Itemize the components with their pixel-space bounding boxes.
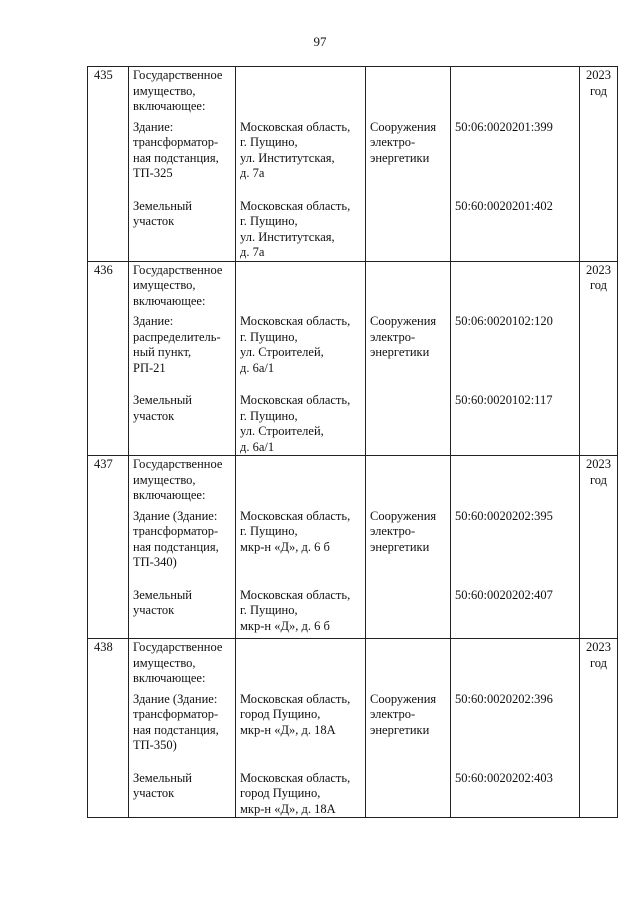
entry-year — [580, 456, 618, 639]
building-cadastral-number: 50:60:0020202:396 — [455, 691, 553, 706]
building-description-line: Здание (Здание: — [133, 508, 218, 523]
entry-address — [236, 67, 366, 262]
land-description — [133, 588, 232, 619]
building-address-line: ул. Институтская, — [240, 150, 335, 165]
year-line: 2023 — [586, 68, 611, 82]
purpose-line: Сооружения — [370, 314, 437, 328]
purpose-line: энергетики — [370, 345, 430, 359]
property-heading-line: имущество, — [133, 278, 196, 292]
building-cadastral-number: 50:06:0020201:399 — [455, 119, 553, 134]
land-address-line: ул. Институтская, — [240, 229, 335, 244]
property-heading-line: имущество, — [133, 472, 196, 487]
year-line: год — [589, 472, 608, 487]
entry-purpose — [366, 67, 451, 262]
purpose-text — [370, 692, 447, 739]
purpose-text — [370, 120, 447, 167]
building-description — [133, 692, 232, 754]
land-cadastral-number: 50:60:0020202:407 — [455, 587, 553, 602]
purpose-text — [370, 314, 447, 361]
land-address-line: г. Пущино, — [240, 214, 298, 228]
land-address-line: ул. Строителей, — [240, 424, 324, 438]
cadastral-spacer — [455, 640, 576, 692]
land-address-line: город Пущино, — [240, 786, 321, 800]
building-address-line: д. 6а/1 — [240, 360, 275, 375]
year-line: 2023 — [586, 262, 611, 277]
property-heading-line: имущество, — [133, 655, 196, 670]
land-description-line: участок — [133, 786, 175, 800]
entry-purpose — [366, 456, 451, 639]
property-heading-line: включающее: — [133, 671, 206, 685]
building-cadastral-number: 50:60:0020202:395 — [455, 508, 553, 523]
entry-number: 438 — [88, 639, 129, 818]
entry-description — [129, 639, 236, 818]
entry-description — [129, 67, 236, 262]
entry-number: 436 — [88, 261, 129, 456]
entry-description — [129, 456, 236, 639]
land-description-line: участок — [133, 408, 175, 423]
building-description-line: Здание: — [133, 314, 174, 328]
purpose-line: энергетики — [370, 539, 430, 554]
land-address-line: д. 6а/1 — [240, 439, 275, 454]
property-heading — [133, 263, 232, 310]
land-address-line: д. 7а — [240, 245, 265, 259]
building-address — [240, 314, 362, 376]
land-address-line: Московская область, — [240, 770, 351, 785]
building-address-line: мкр-н «Д», д. 6 б — [240, 539, 330, 554]
property-heading-line: включающее: — [133, 99, 206, 113]
property-heading — [133, 68, 232, 115]
building-description-line: ТП-325 — [133, 166, 173, 180]
property-heading-line: включающее: — [133, 488, 206, 502]
building-description-line: Здание (Здание: — [133, 691, 218, 706]
land-cadastral-number: 50:60:0020201:402 — [455, 198, 553, 213]
building-description-line: трансформатор- — [133, 135, 219, 149]
entry-description — [129, 261, 236, 456]
year-line: 2023 — [586, 457, 611, 471]
entry-year — [580, 639, 618, 818]
purpose-spacer — [370, 457, 447, 509]
building-address-line: мкр-н «Д», д. 18А — [240, 722, 336, 737]
purpose-line: Сооружения — [370, 119, 437, 134]
table-row — [88, 261, 618, 456]
building-address-line: ул. Строителей, — [240, 345, 324, 359]
purpose-line: Сооружения — [370, 508, 437, 523]
purpose-line: электро- — [370, 524, 416, 538]
purpose-spacer — [370, 263, 447, 315]
address-spacer — [240, 640, 362, 692]
building-description-line: ТП-350) — [133, 738, 177, 752]
property-table-body — [88, 67, 618, 818]
land-address-line: мкр-н «Д», д. 6 б — [240, 618, 330, 633]
building-address-line: Московская область, — [240, 691, 351, 706]
land-address — [240, 771, 362, 818]
entry-year — [580, 261, 618, 456]
property-heading — [133, 640, 232, 687]
entry-number: 435 — [88, 67, 129, 262]
cadastral-spacer — [455, 68, 576, 120]
land-description — [133, 393, 232, 424]
building-address-line: город Пущино, — [240, 707, 321, 721]
entry-year — [580, 67, 618, 262]
building-address-line: д. 7а — [240, 166, 265, 180]
table-row — [88, 67, 618, 262]
property-heading-line: Государственное — [133, 457, 223, 471]
building-description-line: трансформатор- — [133, 707, 219, 721]
land-description-line: Земельный — [133, 770, 192, 785]
entry-purpose — [366, 261, 451, 456]
building-description-line: ная подстанция, — [133, 722, 219, 737]
property-heading-line: включающее: — [133, 293, 206, 308]
entry-purpose — [366, 639, 451, 818]
address-spacer — [240, 68, 362, 120]
land-address-line: г. Пущино, — [240, 408, 298, 423]
purpose-spacer — [370, 640, 447, 692]
building-description-line: Здание: — [133, 119, 174, 134]
land-description — [133, 771, 232, 802]
cadastral-spacer — [455, 457, 576, 509]
land-address-line: Московская область, — [240, 587, 351, 602]
land-address-line: мкр-н «Д», д. 18А — [240, 801, 336, 816]
purpose-line: электро- — [370, 135, 416, 149]
year-line: год — [589, 655, 608, 670]
entry-address — [236, 456, 366, 639]
building-description-line: РП-21 — [133, 360, 166, 375]
building-description — [133, 509, 232, 571]
building-address — [240, 692, 362, 739]
building-address — [240, 120, 362, 182]
entry-cadastral — [451, 456, 580, 639]
building-description-line: ный пункт, — [133, 345, 192, 359]
land-description-line: Земельный — [133, 198, 192, 213]
cadastral-spacer — [455, 263, 576, 315]
land-address — [240, 199, 362, 261]
building-description-line: ТП-340) — [133, 555, 177, 569]
entry-cadastral — [451, 67, 580, 262]
year-line: год — [589, 83, 608, 98]
purpose-line: электро- — [370, 329, 416, 344]
table-row — [88, 639, 618, 818]
land-description — [133, 199, 232, 230]
property-heading — [133, 457, 232, 504]
property-heading-line: Государственное — [133, 640, 223, 654]
purpose-line: Сооружения — [370, 691, 437, 706]
purpose-line: энергетики — [370, 722, 430, 737]
land-description-line: участок — [133, 603, 175, 617]
land-cadastral-number: 50:60:0020102:117 — [455, 393, 553, 407]
building-description — [133, 314, 232, 376]
land-address — [240, 393, 362, 455]
land-address-line: Московская область, — [240, 393, 351, 407]
entry-cadastral — [451, 261, 580, 456]
land-description-line: участок — [133, 214, 175, 228]
year-line: 2023 — [586, 640, 611, 654]
land-description-line: Земельный — [133, 393, 192, 407]
land-cadastral-number: 50:60:0020202:403 — [455, 770, 553, 785]
building-description-line: трансформатор- — [133, 524, 219, 538]
building-address-line: Московская область, — [240, 314, 351, 328]
property-heading-line: имущество, — [133, 83, 196, 98]
address-spacer — [240, 457, 362, 509]
building-address-line: Московская область, — [240, 508, 351, 523]
entry-address — [236, 261, 366, 456]
address-spacer — [240, 263, 362, 315]
purpose-line: энергетики — [370, 150, 430, 165]
land-description-line: Земельный — [133, 587, 192, 602]
year-line: год — [589, 278, 608, 292]
building-address-line: г. Пущино, — [240, 135, 298, 149]
land-address-line: Московская область, — [240, 198, 351, 213]
building-address-line: г. Пущино, — [240, 524, 298, 538]
building-description-line: распределитель- — [133, 329, 221, 344]
building-address-line: Московская область, — [240, 119, 351, 134]
entry-number: 437 — [88, 456, 129, 639]
entry-cadastral — [451, 639, 580, 818]
building-address-line: г. Пущино, — [240, 329, 298, 344]
property-table — [87, 66, 618, 818]
building-description-line: ная подстанция, — [133, 539, 219, 554]
entry-address — [236, 639, 366, 818]
building-description — [133, 120, 232, 182]
property-heading-line: Государственное — [133, 262, 223, 277]
building-description-line: ная подстанция, — [133, 150, 219, 165]
property-heading-line: Государственное — [133, 68, 223, 82]
building-cadastral-number: 50:06:0020102:120 — [455, 314, 553, 328]
land-address — [240, 588, 362, 635]
purpose-line: электро- — [370, 707, 416, 721]
purpose-text — [370, 509, 447, 556]
building-address — [240, 509, 362, 556]
table-row — [88, 456, 618, 639]
purpose-spacer — [370, 68, 447, 120]
land-address-line: г. Пущино, — [240, 603, 298, 617]
page-number: 97 — [313, 34, 327, 49]
